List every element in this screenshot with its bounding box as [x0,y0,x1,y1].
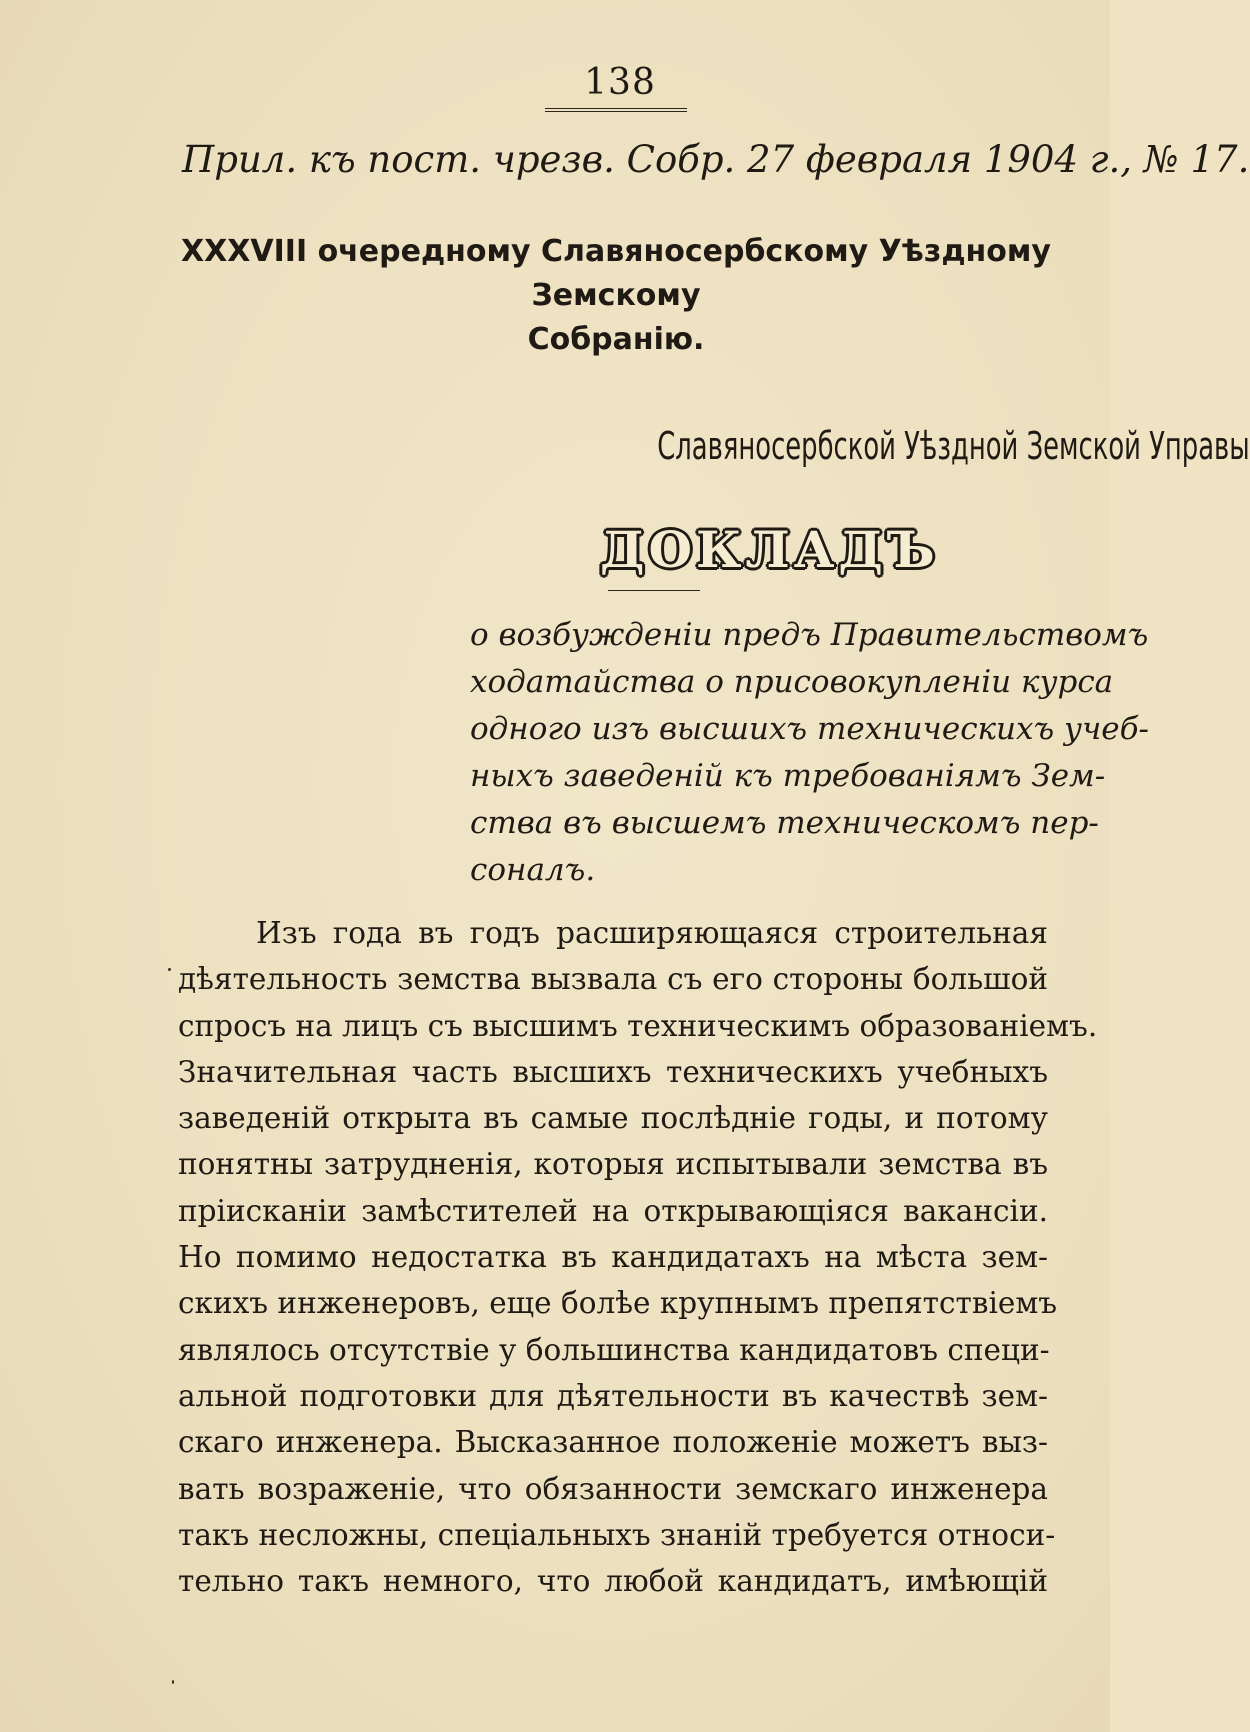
body-line: спросъ на лицъ съ высшимъ техническимъ образованіемъ. [178,1008,1098,1043]
subject-line: соналъ. [470,852,596,888]
page-number: 138 [584,62,656,103]
body-line: пріисканіи замѣстителей на открывающіяся вакансіи. [178,1193,1048,1228]
body-paragraph [178,910,1098,1604]
page-number-rule [545,108,687,112]
subject-line: о возбужденіи предъ Правительствомъ [470,617,1149,653]
subject-line: ходатайства о присовокупленіи курса [470,664,1114,700]
body-line: понятны затрудненія, которыя испытывали земства въ [178,1147,1048,1182]
authority-heading: Славяносербской Уѣздной Земской Управы [657,424,1250,468]
paper-speck [168,968,171,971]
body-line: Но помимо недостатка въ кандидатахъ на мѣста зем- [178,1240,1048,1275]
addressee-line: Собранію. [527,322,705,357]
subject-line: ныхъ заведеній къ требованіямъ Зем- [470,758,1106,794]
body-line: альной подготовки для дѣятельности въ качествѣ зем- [178,1378,1048,1413]
subject-line: одного изъ высшихъ техническихъ учеб- [470,711,1150,747]
addressee-heading [176,230,1056,362]
report-title: ДОКЛАДЪ [600,520,939,579]
body-line: Значительная часть высшихъ техническихъ учебныхъ [178,1054,1048,1089]
body-line: такъ несложны, спеціальныхъ знаній требуется относи- [178,1517,1056,1552]
body-line: тельно такъ немного, что любой кандидатъ, имѣющій [178,1564,1048,1599]
paper-speck [172,1680,174,1684]
body-line: дѣятельность земства вызвала съ его стороны большой [178,962,1048,997]
report-subject [470,612,1150,894]
body-line: являлось отсутствіе у большинства кандидатовъ специ- [178,1332,1050,1367]
subject-line: ства въ высшемъ техническомъ пер- [470,805,1099,841]
body-line: скаго инженера. Высказанное положеніе можетъ выз- [178,1425,1048,1460]
addressee-line: XXXVIII очередному Славяносербскому Уѣздному Земскому [181,234,1051,313]
title-rule [608,590,700,591]
body-line: заведеній открыта въ самые послѣдніе годы, и потому [178,1101,1048,1136]
appendix-reference: Прил. къ пост. чрезв. Собр. 27 февраля 1904 г., № 17. [182,138,1250,181]
body-line: скихъ инженеровъ, еще болѣе крупнымъ препятствіемъ [178,1286,1058,1321]
body-line: вать возраженіе, что обязанности земскаго инженера [178,1471,1048,1506]
body-line: Изъ года въ годъ расширяющаяся строительная [256,916,1048,950]
